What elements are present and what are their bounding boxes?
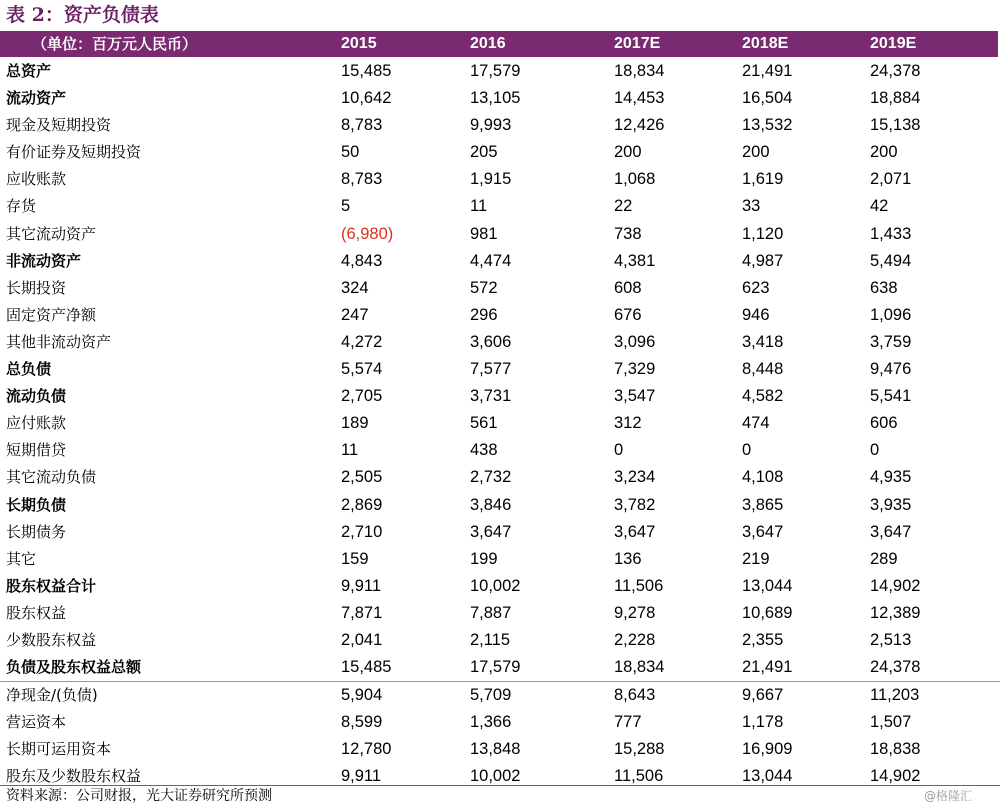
table-cell: 7,887 [470, 603, 512, 622]
row-label: 固定资产净额 [6, 305, 97, 324]
table-row [0, 112, 1000, 139]
table-row [0, 139, 1000, 166]
table-cell: 3,234 [614, 468, 656, 487]
table-cell: 18,834 [614, 62, 665, 80]
table-cell: 15,288 [614, 740, 665, 759]
table-cell: 623 [742, 278, 770, 297]
table-cell: 8,643 [614, 686, 656, 705]
table-cell: 24,378 [870, 62, 921, 80]
table-row [0, 275, 1000, 302]
table-cell: 5,904 [341, 686, 383, 705]
table-cell: 2,505 [341, 468, 383, 487]
table-row [0, 329, 1000, 356]
row-label: 长期负债 [6, 495, 67, 514]
table-cell: 3,865 [742, 495, 784, 514]
table-cell: 8,599 [341, 713, 383, 732]
table-cell: 324 [341, 278, 369, 297]
table-row [0, 573, 1000, 600]
source-note: 资料来源：公司财报，光大证券研究所预测 [6, 788, 272, 804]
table-cell: 11 [341, 441, 359, 460]
table-cell: 3,759 [870, 332, 912, 351]
table-cell: 7,871 [341, 603, 383, 622]
col-header-2018e: 2018E [742, 35, 789, 52]
row-label: 总资产 [6, 62, 52, 80]
table-cell: 1,120 [742, 224, 784, 243]
table-cell: 4,987 [742, 251, 784, 270]
table-cell: 200 [614, 143, 642, 162]
table-cell: 12,389 [870, 603, 921, 622]
table-row [0, 58, 1000, 85]
table-cell: 14,453 [614, 89, 665, 108]
table-cell: 9,667 [742, 686, 784, 705]
table-cell: 4,582 [742, 387, 784, 406]
row-label: 短期借贷 [6, 441, 67, 460]
table-cell: 438 [470, 441, 498, 460]
table-cell: 2,355 [742, 630, 784, 649]
table-cell: 5,709 [470, 686, 512, 705]
table-cell: 10,002 [470, 767, 521, 786]
row-label: 少数股东权益 [6, 630, 97, 649]
table-cell: 14,902 [870, 767, 921, 786]
table-cell: 676 [614, 305, 642, 324]
table-cell: 16,504 [742, 89, 793, 108]
table-cell: 13,848 [470, 740, 521, 759]
table-cell: 15,485 [341, 658, 392, 677]
table-cell: 3,647 [870, 522, 912, 541]
table-row [0, 546, 1000, 573]
table-cell: 608 [614, 278, 642, 297]
col-header-2019e: 2019E [870, 35, 917, 52]
row-label: 长期可运用资本 [6, 740, 112, 759]
table-cell: 136 [614, 549, 642, 568]
table-row [0, 193, 1000, 220]
row-label: 营运资本 [6, 713, 67, 732]
table-cell: 1,507 [870, 713, 912, 732]
table-cell: 3,731 [470, 387, 512, 406]
col-header-2017e: 2017E [614, 35, 661, 52]
table-cell: 8,783 [341, 170, 383, 189]
table-cell: 13,044 [742, 767, 793, 786]
table-cell: 946 [742, 305, 770, 324]
table-cell: 8,448 [742, 360, 784, 379]
table-cell: 777 [614, 713, 642, 732]
table-row [0, 736, 1000, 763]
table-row [0, 248, 1000, 275]
table-cell: 7,577 [470, 360, 512, 379]
table-cell: 3,647 [470, 522, 512, 541]
table-cell: 200 [870, 143, 898, 162]
table-row [0, 221, 1000, 248]
table-cell: 1,096 [870, 305, 912, 324]
row-label: 负债及股东权益总额 [6, 658, 142, 677]
table-cell: 1,433 [870, 224, 912, 243]
table-cell: 11,506 [614, 576, 664, 595]
col-header-2015: 2015 [341, 35, 377, 52]
table-cell: 11,506 [614, 767, 664, 786]
table-cell: 21,491 [742, 62, 793, 80]
table-cell: 2,071 [870, 170, 912, 189]
table-cell: 15,138 [870, 116, 921, 135]
table-cell: 2,705 [341, 387, 383, 406]
table-cell: 205 [470, 143, 498, 162]
row-label: 流动负债 [6, 387, 67, 406]
table-cell: 0 [742, 441, 752, 460]
table-title: 表 2：资产负债表 [6, 4, 159, 26]
table-cell: 2,513 [870, 630, 912, 649]
row-label: 存货 [6, 197, 37, 216]
table-cell: 14,902 [870, 576, 921, 595]
col-header-2016: 2016 [470, 35, 506, 52]
table-cell: 3,547 [614, 387, 656, 406]
table-cell: 981 [470, 224, 498, 243]
table-cell: 572 [470, 278, 498, 297]
table-cell: 9,911 [341, 767, 382, 786]
table-cell: 247 [341, 305, 369, 324]
table-cell: 2,732 [470, 468, 512, 487]
table-row [0, 492, 1000, 519]
row-label: 应收账款 [6, 170, 67, 189]
table-cell: 15,485 [341, 62, 392, 80]
table-cell: 22 [614, 197, 633, 216]
table-cell: 200 [742, 143, 770, 162]
table-cell: 159 [341, 549, 369, 568]
watermark: @格隆汇 [924, 789, 973, 803]
table-cell: 2,041 [341, 630, 383, 649]
table-cell: 12,780 [341, 740, 392, 759]
table-cell: 219 [742, 549, 770, 568]
table-cell: 738 [614, 224, 642, 243]
table-cell: 3,935 [870, 495, 912, 514]
table-row [0, 437, 1000, 464]
table-cell: (6,980) [341, 224, 394, 243]
table-cell: 21,491 [742, 658, 793, 677]
table-cell: 1,178 [742, 713, 784, 732]
table-cell: 50 [341, 143, 360, 162]
table-cell: 3,418 [742, 332, 784, 351]
unit-label: （单位：百万元人民币） [32, 35, 198, 53]
row-label: 总负债 [6, 360, 52, 379]
table-cell: 10,002 [470, 576, 521, 595]
table-row [0, 464, 1000, 491]
table-row [0, 85, 1000, 112]
table-cell: 18,838 [870, 740, 921, 759]
table-cell: 16,909 [742, 740, 793, 759]
table-cell: 9,993 [470, 116, 512, 135]
table-cell: 189 [341, 414, 369, 433]
table-cell: 9,911 [341, 576, 382, 595]
row-label: 非流动资产 [6, 251, 82, 270]
table-cell: 1,619 [742, 170, 784, 189]
table-cell: 10,642 [341, 89, 392, 108]
table-cell: 3,647 [742, 522, 784, 541]
table-cell: 5 [341, 197, 351, 216]
table-cell: 11 [470, 197, 488, 216]
table-cell: 5,494 [870, 251, 912, 270]
table-cell: 5,574 [341, 360, 383, 379]
table-cell: 13,105 [470, 89, 521, 108]
table-cell: 3,096 [614, 332, 656, 351]
table-cell: 296 [470, 305, 498, 324]
row-label: 其他非流动资产 [6, 332, 112, 351]
table-cell: 312 [614, 414, 642, 433]
row-label: 净现金/(负债) [6, 686, 98, 705]
table-row [0, 302, 1000, 329]
table-cell: 18,884 [870, 89, 921, 108]
table-cell: 1,068 [614, 170, 656, 189]
row-label: 股东权益 [6, 603, 67, 622]
table-cell: 9,278 [614, 603, 656, 622]
row-label: 长期债务 [6, 522, 67, 541]
table-cell: 10,689 [742, 603, 793, 622]
table-cell: 4,843 [341, 251, 383, 270]
table-cell: 2,869 [341, 495, 383, 514]
table-cell: 13,532 [742, 116, 793, 135]
table-cell: 4,935 [870, 468, 912, 487]
table-cell: 17,579 [470, 62, 521, 80]
table-row [0, 654, 1000, 681]
table-row [0, 627, 1000, 654]
table-header [0, 31, 998, 57]
table-row [0, 600, 1000, 627]
table-cell: 11,203 [870, 686, 920, 705]
table-row [0, 681, 1000, 709]
table-cell: 4,474 [470, 251, 512, 270]
table-cell: 1,915 [470, 170, 512, 189]
row-label: 流动资产 [6, 89, 67, 108]
table-cell: 3,647 [614, 522, 656, 541]
row-label: 其它流动负债 [6, 468, 97, 487]
table-row [0, 383, 1000, 410]
table-cell: 2,228 [614, 630, 656, 649]
table-cell: 474 [742, 414, 770, 433]
row-label: 长期投资 [6, 278, 67, 297]
row-label: 有价证券及短期投资 [6, 143, 142, 162]
table-cell: 5,541 [870, 387, 912, 406]
table-cell: 4,381 [614, 251, 656, 270]
row-label: 现金及短期投资 [6, 116, 112, 135]
table-cell: 561 [470, 414, 498, 433]
table-row [0, 166, 1000, 193]
table-cell: 2,710 [341, 522, 383, 541]
table-cell: 3,782 [614, 495, 656, 514]
table-row [0, 709, 1000, 736]
row-label: 应付账款 [6, 414, 67, 433]
table-cell: 289 [870, 549, 898, 568]
table-cell: 9,476 [870, 360, 912, 379]
table-cell: 2,115 [470, 630, 511, 649]
table-cell: 18,834 [614, 658, 665, 677]
row-label: 其它 [6, 549, 37, 568]
table-row [0, 519, 1000, 546]
table-cell: 4,108 [742, 468, 784, 487]
row-label: 其它流动资产 [6, 224, 97, 243]
table-cell: 3,846 [470, 495, 512, 514]
table-cell: 3,606 [470, 332, 512, 351]
row-label: 股东权益合计 [6, 576, 97, 595]
table-cell: 8,783 [341, 116, 383, 135]
table-body [0, 58, 1000, 791]
table-cell: 0 [614, 441, 624, 460]
table-cell: 7,329 [614, 360, 656, 379]
table-cell: 12,426 [614, 116, 665, 135]
table-cell: 33 [742, 197, 761, 216]
table-cell: 42 [870, 197, 889, 216]
table-cell: 1,366 [470, 713, 512, 732]
table-cell: 24,378 [870, 658, 921, 677]
table-cell: 17,579 [470, 658, 521, 677]
table-cell: 13,044 [742, 576, 793, 595]
table-cell: 199 [470, 549, 498, 568]
table-row [0, 410, 1000, 437]
table-cell: 0 [870, 441, 880, 460]
table-cell: 606 [870, 414, 898, 433]
table-row [0, 356, 1000, 383]
table-cell: 4,272 [341, 332, 383, 351]
row-label: 股东及少数股东权益 [6, 767, 142, 786]
table-cell: 638 [870, 278, 898, 297]
